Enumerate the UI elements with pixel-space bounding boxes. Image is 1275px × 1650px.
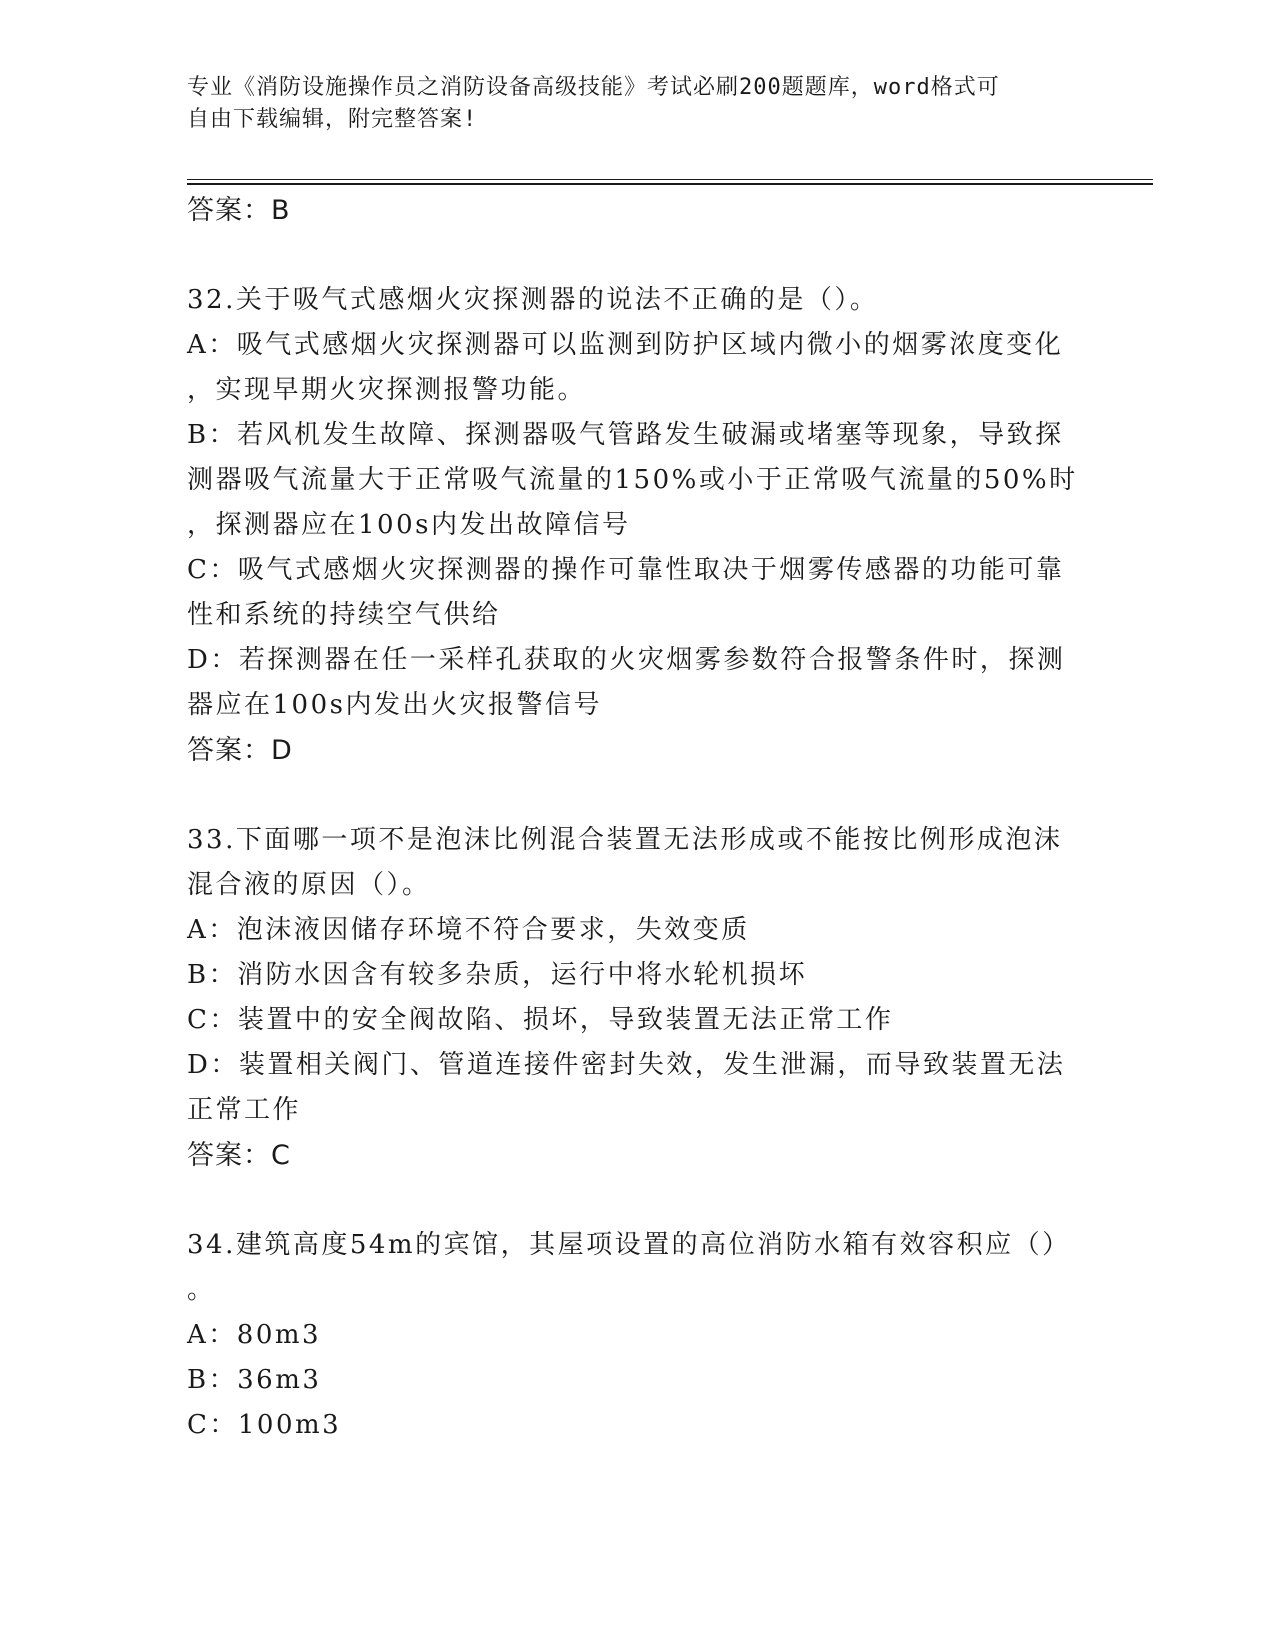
question-stem: 33.下面哪一项不是泡沫比例混合装置无法形成或不能按比例形成泡沫 [187,825,1063,855]
question-stem-cont: 混合液的原因（）。 [187,870,431,900]
header-divider-thin [187,179,1153,180]
option-d-cont: 器应在100s内发出火灾报警信号 [187,690,602,720]
spacer [187,233,1077,278]
option-c-cont: 性和系统的持续空气供给 [187,600,501,630]
question-stem-cont: 。 [187,1275,216,1305]
document-header [187,72,1067,136]
answer: 答案：D [187,735,293,766]
document-body [187,188,1077,1448]
option-c: C：吸气式感烟火灾探测器的操作可靠性取决于烟雾传感器的功能可靠 [187,555,1065,585]
option-d: D：若探测器在任一采样孔获取的火灾烟雾参数符合报警条件时，探测 [187,645,1066,675]
option-b-cont: ，探测器应在100s内发出故障信号 [187,510,631,540]
spacer [187,1178,1077,1223]
option-b: B：36m3 [187,1365,322,1395]
header-line-2: 自由下载编辑，附完整答案! [187,107,478,132]
option-a-cont: ，实现早期火灾探测报警功能。 [187,375,587,405]
option-c: C：100m3 [187,1410,342,1440]
header-line-1: 专业《消防设施操作员之消防设备高级技能》考试必刷200题题库，word格式可 [187,75,1000,100]
header-divider-thick [187,183,1153,185]
option-d-cont: 正常工作 [187,1095,302,1125]
option-b: B：若风机发生故障、探测器吸气管路发生破漏或堵塞等现象，导致探 [187,420,1064,450]
question-stem: 32.关于吸气式感烟火灾探测器的说法不正确的是（）。 [187,285,879,315]
question-32 [187,278,1077,773]
question-stem: 34.建筑高度54m的宾馆，其屋项设置的高位消防水箱有效容积应（） [187,1230,1071,1260]
option-a: A：80m3 [187,1320,322,1350]
option-a: A：泡沫液因储存环境不符合要求，失效变质 [187,915,750,945]
option-d: D：装置相关阀门、管道连接件密封失效，发生泄漏，而导致装置无法 [187,1050,1066,1080]
spacer [187,773,1077,818]
question-34 [187,1223,1077,1448]
option-b: B：消防水因含有较多杂质，运行中将水轮机损坏 [187,960,808,990]
answer-previous: 答案：B [187,195,291,226]
option-c: C：装置中的安全阀故陷、损坏，导致装置无法正常工作 [187,1005,894,1035]
answer: 答案：C [187,1140,291,1171]
option-a: A：吸气式感烟火灾探测器可以监测到防护区域内微小的烟雾浓度变化 [187,330,1064,360]
question-33 [187,818,1077,1178]
option-b-cont: 测器吸气流量大于正常吸气流量的150%或小于正常吸气流量的50%时 [187,465,1078,495]
